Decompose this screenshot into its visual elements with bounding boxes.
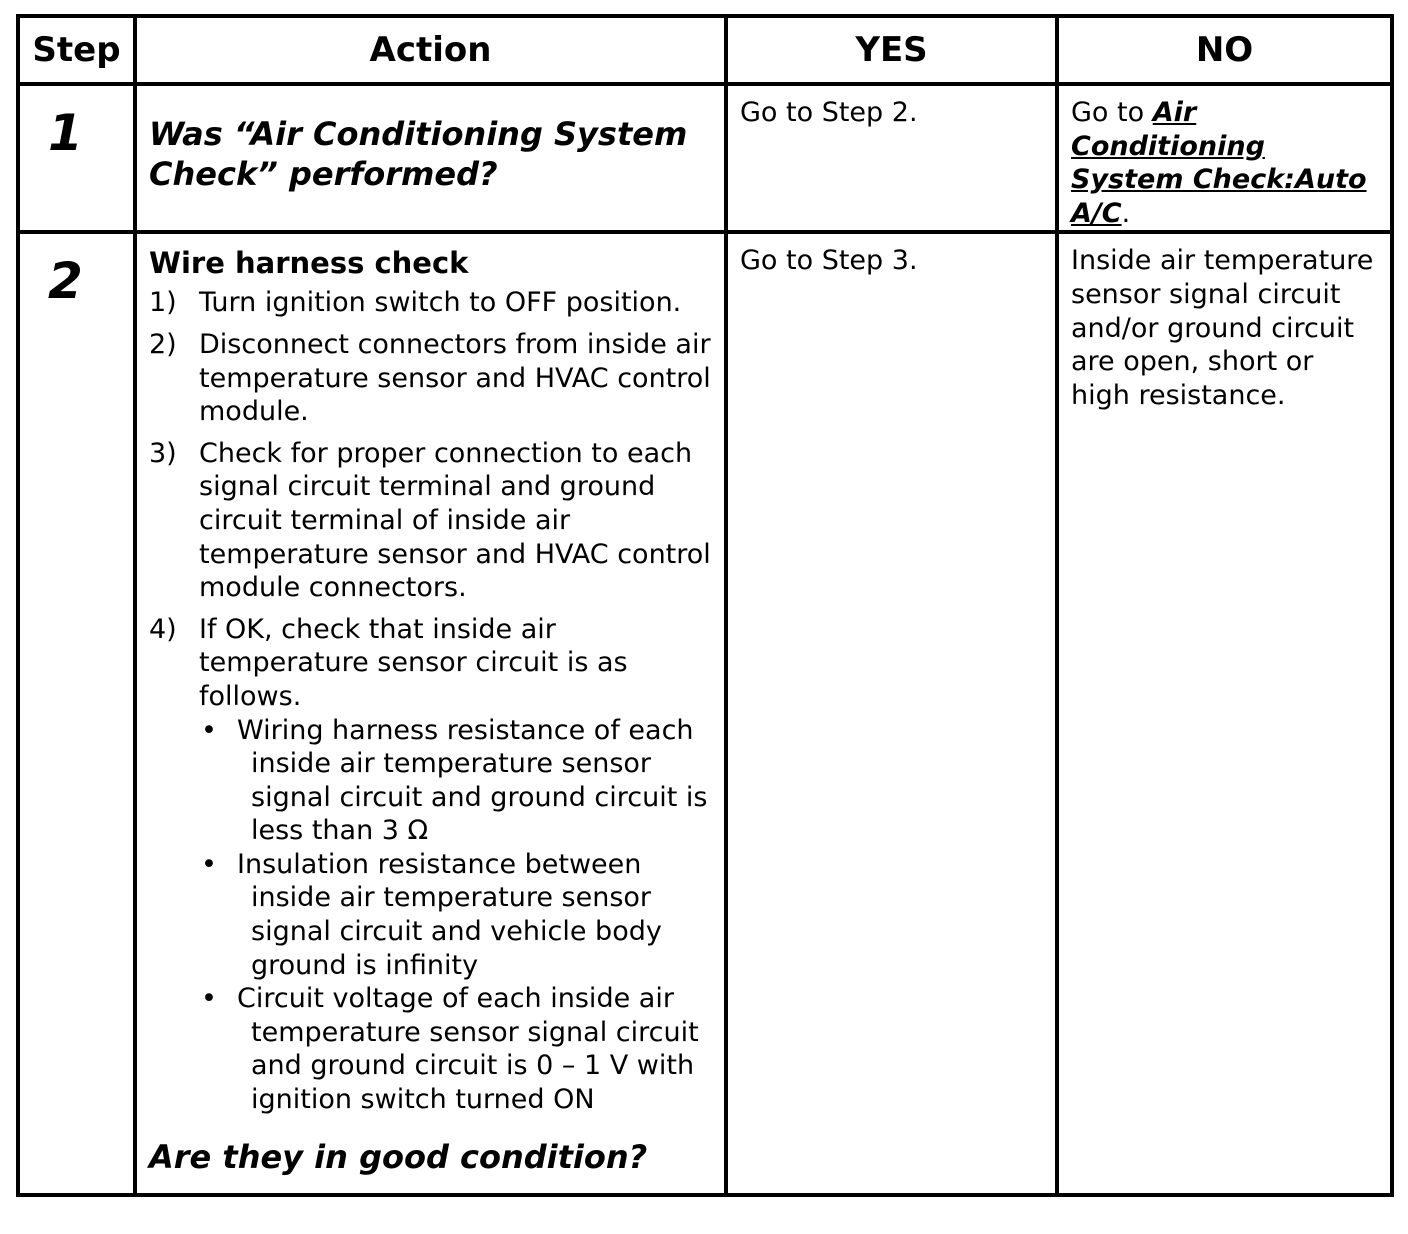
header-step: Step (18, 16, 135, 84)
ac-system-check-link[interactable]: Air Conditioning System Check:Auto A/C (1071, 97, 1367, 229)
bullet-text: Insulation resistance between inside air temperature sensor signal circuit and vehicle body ground is infinity (237, 848, 662, 981)
header-yes: YES (726, 16, 1057, 84)
item-text: Disconnect connectors from inside air temperature sensor and HVAC control module. (199, 328, 711, 428)
item-text: Check for proper connection to each signal circuit terminal and ground circuit terminal of inside air temperature sensor and HVAC control module connectors. (199, 437, 711, 604)
numbered-item (149, 286, 712, 320)
bullet-dot: • (201, 848, 217, 880)
bullet-text: Wiring harness resistance of each inside air temperature sensor signal circuit and ground circuit is less than 3 Ω (237, 714, 708, 847)
item-number: 3) (149, 437, 177, 469)
bullet-item (201, 982, 712, 1116)
step-number: 2 (48, 252, 83, 311)
bullet-item (201, 848, 712, 982)
header-action: Action (135, 16, 726, 84)
diagnostic-procedure-table (16, 14, 1394, 1197)
item-number: 4) (149, 613, 177, 645)
bullet-text: Circuit voltage of each inside air temperature sensor signal circuit and ground circuit is 0 – 1 V with ignition switch turned ON (237, 983, 699, 1116)
no-result: Inside air temperature sensor signal circuit and/or ground circuit are open, short or high resistance. (1071, 245, 1374, 411)
step-number: 1 (48, 104, 83, 162)
header-no: NO (1057, 16, 1392, 84)
step-question: Was “Air Conditioning System Check” performed? (149, 115, 688, 193)
step-cell (18, 232, 135, 1194)
item-number: 1) (149, 287, 177, 319)
bullet-dot: • (201, 983, 217, 1015)
yes-result: Go to Step 3. (740, 245, 918, 277)
no-result-prefix: Go to (1071, 97, 1153, 128)
table-row (18, 232, 1392, 1194)
step-question: Are they in good condition? (149, 1137, 648, 1176)
item-text: Turn ignition switch to OFF position. (199, 287, 682, 319)
yes-cell (726, 232, 1057, 1194)
action-cell (135, 84, 726, 232)
numbered-item (149, 328, 712, 429)
numbered-item (149, 613, 712, 714)
item-text: If OK, check that inside air temperature sensor circuit is as follows. (199, 613, 628, 712)
no-result-suffix: . (1121, 197, 1131, 229)
numbered-item (149, 437, 712, 605)
step-cell (18, 84, 135, 232)
item-number: 2) (149, 328, 177, 360)
no-cell (1057, 84, 1392, 232)
yes-cell (726, 84, 1057, 232)
yes-result: Go to Step 2. (740, 97, 918, 128)
bullet-item (201, 714, 712, 848)
step-heading: Wire harness check (149, 246, 469, 281)
no-cell (1057, 232, 1392, 1194)
table-row (18, 84, 1392, 232)
action-cell (135, 232, 726, 1194)
bullet-dot: • (201, 714, 217, 746)
table-header-row (18, 16, 1392, 84)
